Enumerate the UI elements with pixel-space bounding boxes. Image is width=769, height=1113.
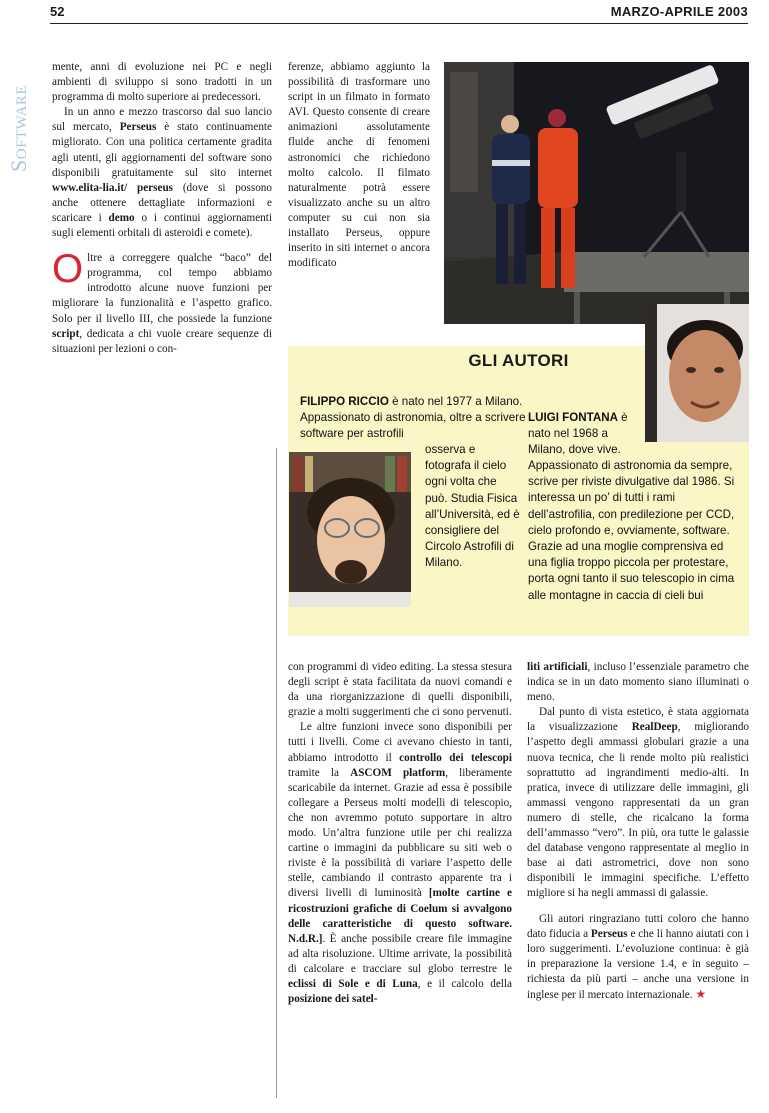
paragraph: mente, anni di evoluzione nei PC e negli ambienti di sviluppo si sono tradotti in un programma di molto superiore ai predecessori. (52, 61, 272, 104)
paragraph: ferenze, abbiamo aggiunto la possibilità di trasformare uno script in un filmato in formato AVI. Questo consente di creare animazioni assolutamente fluide anche di fenomeni astronomici che richiedono molto calcolo. Il filmato naturalmente potrà essere visualizzato anche su un altro computer su cui non sia installato Perseus, oppure inserito in siti internet o ancora modificato (288, 61, 430, 270)
paragraph: liti artificiali, incluso l’essenziale parametro che indica se in un dato momento siano illuminati o meno. (527, 661, 749, 704)
riccio-portrait (289, 452, 411, 607)
fontana-bio-rest: Appassionato di astronomia da sempre, scrive per riviste divulgative dal 1986. Si interessa un po’ di tutti i rami dell’astrofilia, con predilezione per CCD, cielo profondo e, ovviamente, software. Grazie ad una moglie comprensiva ed una figlia troppo piccola per protestare, porta ogni tanto il suo telescopio in cima alle montagne in caccia di cieli bui (528, 459, 735, 602)
issue-date: MARZO-APRILE 2003 (610, 4, 748, 19)
section-label: Software (6, 84, 31, 172)
paragraph: Le altre funzioni invece sono disponibili per tutti i livelli. Come ci avevano chiesto in tanti, abbiamo introdotto il controllo dei telescopi tramite la ASCOM platform, liberamente scaricabile da internet. Grazie ad essa è possibile collegare a Perseus molti modelli di telescopio, che non avremmo potuto supportare in altro modo. Un’altra funzione utile per chi realizza cartine o immagini da pubblicare su siti web o riviste è la possibilità di variare l’aspetto delle stelle, cambiando il contrasto apparente tra i diversi livelli di luminosità [molte cartine e ricostruzioni grafiche di Coelum si avvalgono delle caratteristiche di questo software. N.d.R.]. È anche possibile creare file immagine ad alta risoluzione. Ultime arrivate, la possibilità di calcolare e tracciare sul globo terrestre le eclissi di Sole e di Luna, e il calcolo della posizione dei satel- (288, 721, 512, 1006)
article-column-2 (288, 60, 430, 271)
paragraph: In un anno e mezzo trascorso dal suo lancio sul mercato, Perseus è stato continuamente migliorato. Con una politica certamente gradita agli utenti, gli aggiornamenti del software sono disponibili gratuitamente sul sito internet www.elita-lia.it/ perseus (dove si possono anche ottenere dettagliate informazioni e scaricare i demo o i continui aggiornamenti sugli elementi orbitali di asteroidi e comete). (52, 106, 273, 240)
drop-cap: O (52, 247, 84, 292)
riccio-bio-intro: FILIPPO RICCIO è nato nel 1977 a Milano. Appassionato di astronomia, oltre a scrivere software per astrofili (300, 395, 526, 441)
paragraph: con programmi di video editing. La stessa stesura degli script è stata facilitata da nuovi comandi e da una riorganizzazione di quelli disponibili, grazie a molti suggerimenti che ci sono pervenuti. (288, 661, 512, 719)
authors-title: GLI AUTORI (468, 351, 569, 370)
fontana-bio-intro: LUIGI FONTANA è nato nel 1968 a Milano, dove vive. (528, 411, 628, 457)
telescope-photo (444, 62, 749, 324)
paragraph: Oltre a correggere qualche “baco” del programma, col tempo abbiamo introdotto alcune nuove funzioni per migliorare la funzionalità e l’aspetto grafico. Solo per il livello III, che possiede la funzione script, dedicata a chi vuole creare sequenze di situazioni per lezioni o con- (52, 247, 272, 355)
paragraph: Gli autori ringraziano tutti coloro che hanno dato fiducia a Perseus e che li hanno aiutati con i loro suggerimenti. L’evoluzione continua: è già in preparazione la versione 1.4, e in seguito – richiesta da più parti – anche una versione in inglese per il mercato internazionale. ★ (527, 912, 749, 1001)
column-divider (276, 448, 277, 1098)
fontana-portrait (645, 304, 749, 442)
author-name: FILIPPO RICCIO (300, 395, 389, 408)
riccio-bio-rest: osserva e fotografa il cielo ogni volta che può. Studia Fisica all’Università, ed è consigliere del Circolo Astrofili di Milano. (425, 443, 520, 570)
website-link[interactable]: www.elita-lia.it/ perseus (52, 181, 174, 194)
page-number: 52 (50, 4, 65, 19)
paragraph: Dal punto di vista estetico, è stata aggiornata la visualizzazione RealDeep, migliorando l’aspetto degli ammassi globulari grazie a una nuova tecnica, che li rende molto più realistici soprattutto ad ingrandimenti medio-alti. In pratica, invece di utilizzare delle immagini, gli ammassi vengono rappresentati da un gran numero di stelle, che ricalcano la forma dell’ammasso “vero”. In più, ora tutte le galassie del database vengono rappresentate al meglio in base ai dati astrometrici, dove non sono disponibili le immagini specifiche. L’effetto migliore si ha negli ammassi di galassie. (527, 706, 750, 900)
article-column-1 (52, 60, 272, 357)
article-column-3 (288, 660, 512, 1007)
end-mark-icon: ★ (695, 986, 707, 1001)
article-column-4 (527, 660, 749, 1003)
author-name: LUIGI FONTANA (528, 411, 618, 424)
page-header (50, 2, 748, 24)
